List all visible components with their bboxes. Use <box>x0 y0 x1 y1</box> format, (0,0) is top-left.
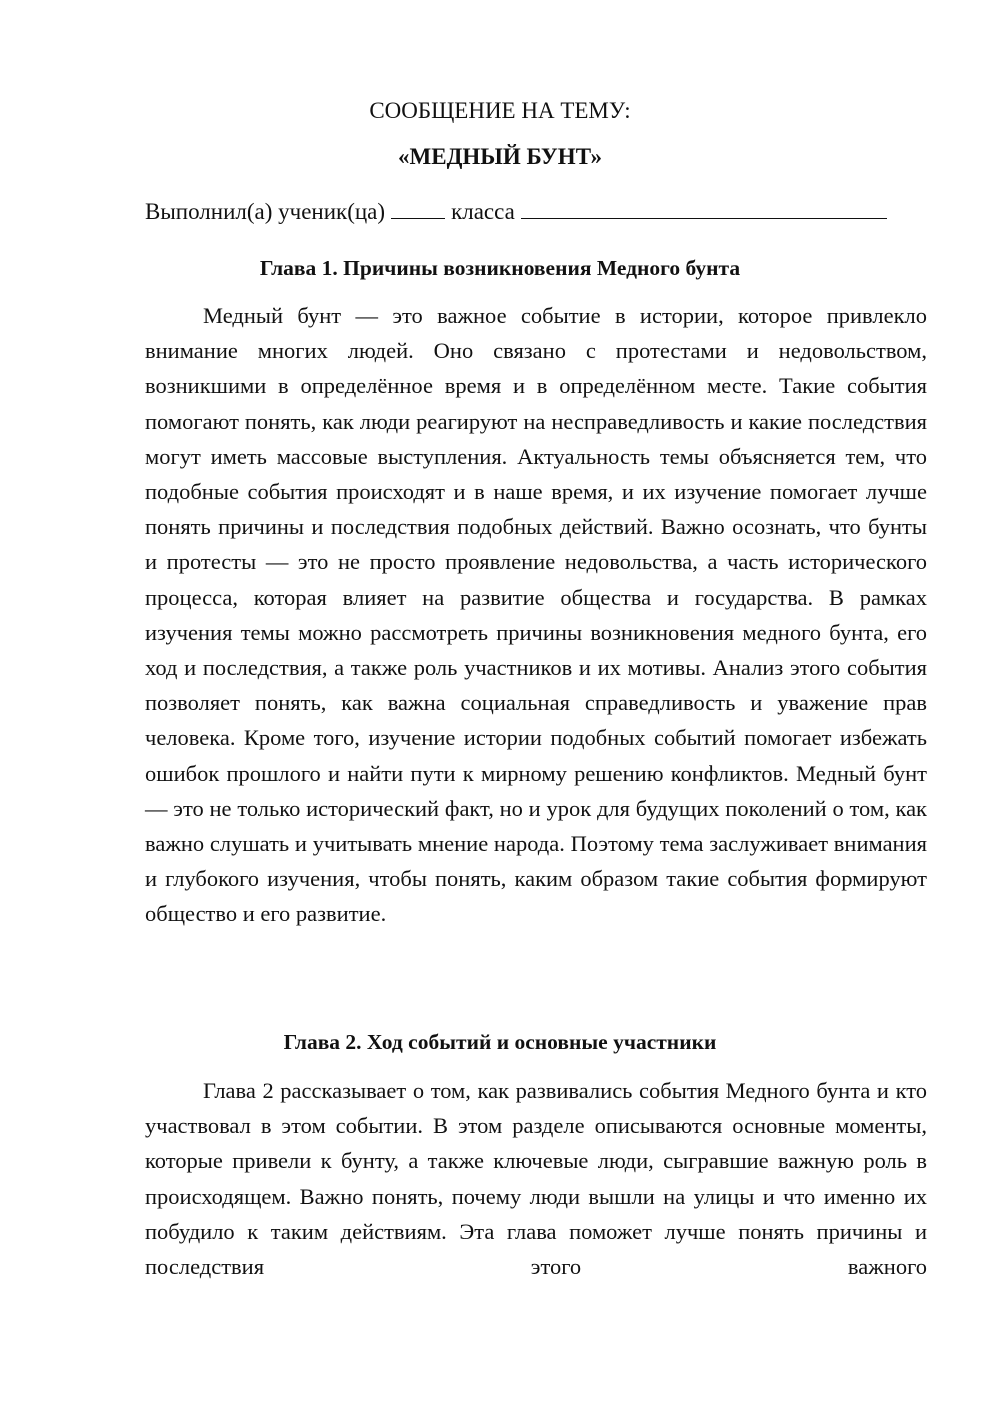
grade-blank <box>391 198 445 219</box>
document-title-line1: СООБЩЕНИЕ НА ТЕМУ: <box>369 98 631 123</box>
chapter-1-heading: Глава 1. Причины возникновения Медного бунта <box>259 256 741 280</box>
author-prefix: Выполнил(а) ученик(ца) <box>145 199 386 224</box>
chapter-1-paragraph: Медный бунт — это важное событие в истории, которое привлекло внимание многих людей. Оно связано с протестами и недовольством, возникшими в определённое время и в определённом месте. Такие события помогают понять, как люди реагируют на несправедливость и какие последствия могут иметь массовые выступления. Актуальность темы объясняется тем, что подобные события происходят и в наше время, и их изучение помогает лучше понять причины и последствия подобных действий. Важно осознать, что бунты и протесты — это не просто проявление недовольства, а часть исторического процесса, которая влияет на развитие общества и государства. В рамках изучения темы можно рассмотреть причины возникновения медного бунта, его ход и последствия, а также роль участников и их мотивы. Анализ этого события позволяет понять, как важна социальная справедливость и уважение прав человека. Кроме того, изучение истории подобных событий помогает избежать ошибок прошлого и найти пути к мирному решению конфликтов. Медный бунт — это не только исторический факт, но и урок для будущих поколений о том, как важно слушать и учитывать мнение народа. Поэтому тема заслуживает внимания и глубокого изучения, чтобы понять, каким образом такие события формируют общество и его развитие. <box>145 303 927 927</box>
author-line <box>145 197 935 227</box>
author-middle: класса <box>451 199 515 224</box>
chapter-2-paragraph: Глава 2 рассказывает о том, как развивались события Медного бунта и кто участвовал в этом событии. В этом разделе описываются основные моменты, которые привели к бунту, а также ключевые люди, сыгравшие важную роль в происходящем. Важно понять, почему люди вышли на улицы и что именно их побудило к таким действиям. Эта глава поможет лучше понять причины и последствия этого важного <box>145 1078 927 1280</box>
document-title-line2: «МЕДНЫЙ БУНТ» <box>398 144 602 169</box>
name-blank <box>521 198 887 219</box>
chapter-2-heading: Глава 2. Ход событий и основные участники <box>283 1030 717 1054</box>
